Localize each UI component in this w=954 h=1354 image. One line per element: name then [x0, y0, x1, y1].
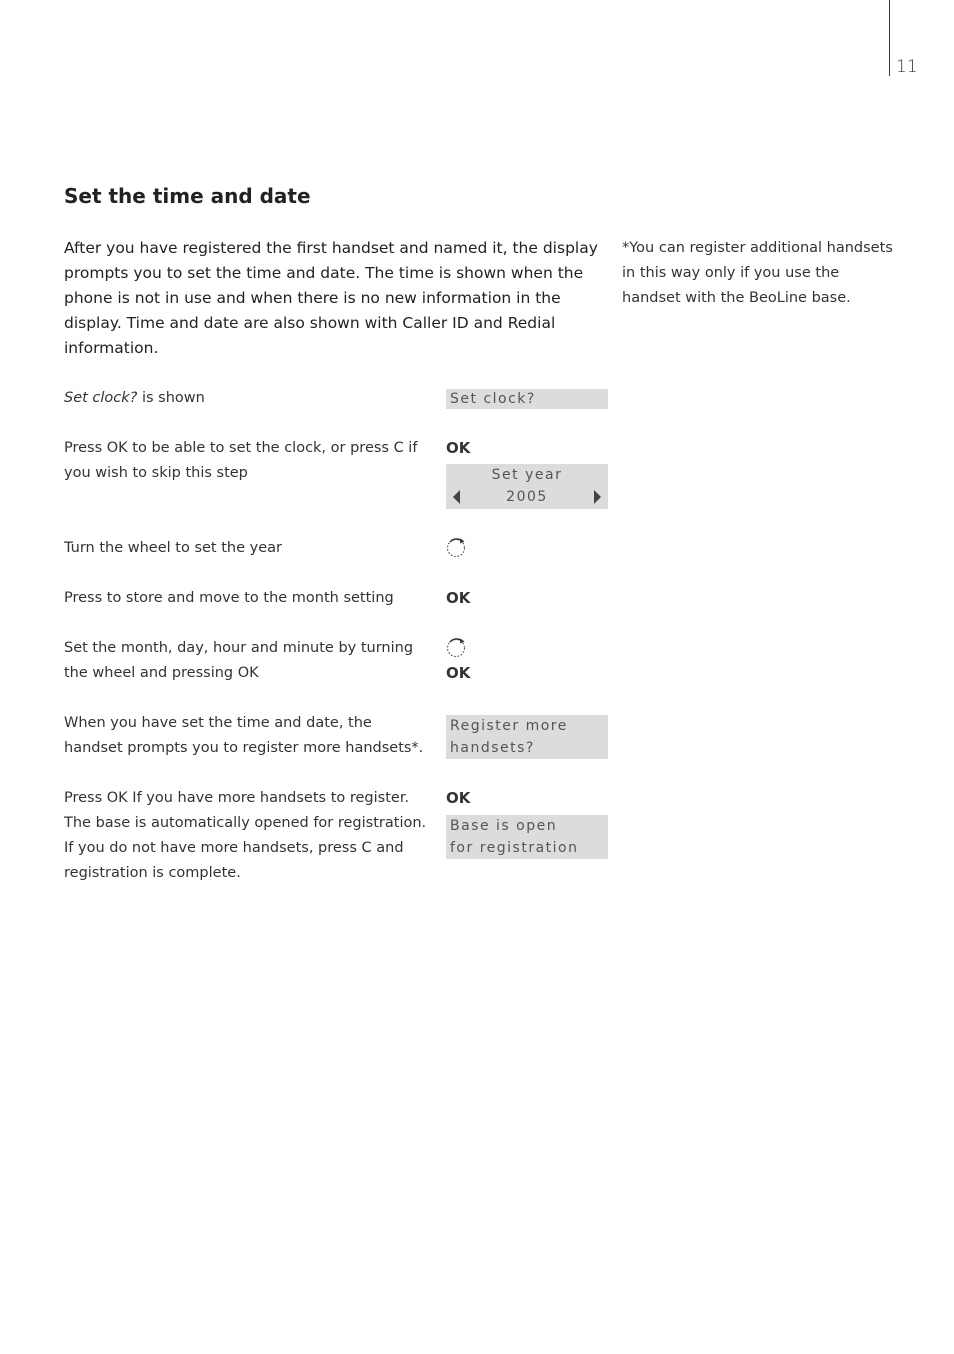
page-number: 11	[896, 57, 918, 77]
step-register-prompt: When you have set the time and date, the handset prompts you to register more handsets*.	[64, 715, 424, 756]
display-line: Base is open	[450, 818, 558, 834]
wheel-turn-icon	[446, 536, 468, 558]
side-note: *You can register additional handsets in this way only if you use the handset with the BeoLine base.	[622, 240, 893, 306]
step-register-more: Press OK If you have more handsets to register. The base is automatically opened for registration. If you do not have more handsets, press C and registration is complete.	[64, 790, 427, 881]
display-set-clock	[446, 389, 608, 409]
display-line: Set year	[491, 467, 563, 483]
display-line: 2005	[506, 489, 548, 505]
step-text: is shown	[137, 390, 205, 406]
arrow-right-icon	[594, 490, 601, 504]
ok-key-label: OK	[446, 789, 471, 807]
step-store-month: Press to store and move to the month setting	[64, 590, 394, 606]
display-line: handsets?	[450, 740, 535, 756]
display-line: Set clock?	[450, 391, 536, 407]
display-base-open	[446, 815, 608, 859]
step-set-clock-shown	[64, 386, 434, 411]
wheel-turn-icon	[446, 636, 468, 658]
display-line: for registration	[450, 840, 579, 856]
display-line: Register more	[450, 718, 568, 734]
arrow-left-icon	[453, 490, 460, 504]
ok-key-label: OK	[446, 589, 471, 607]
display-register-more	[446, 715, 608, 759]
step-set-month-day: Set the month, day, hour and minute by turning the wheel and pressing OK	[64, 640, 414, 681]
step-turn-wheel-year: Turn the wheel to set the year	[64, 540, 282, 556]
step-italic: Set clock?	[64, 390, 138, 406]
intro-paragraph: After you have registered the first handset and named it, the display prompts you to set the time and date. The time is shown when the phone is not in use and when there is no new information in the display. Time and date are also shown with Caller ID and Redial information.	[64, 239, 598, 357]
ok-key-label: OK	[446, 439, 471, 457]
ok-key-label: OK	[446, 664, 471, 682]
step-press-ok-set-clock: Press OK to be able to set the clock, or press C if you wish to skip this step	[64, 440, 418, 481]
header-rule	[889, 0, 890, 76]
display-set-year	[446, 464, 608, 509]
page-title: Set the time and date	[64, 184, 311, 208]
